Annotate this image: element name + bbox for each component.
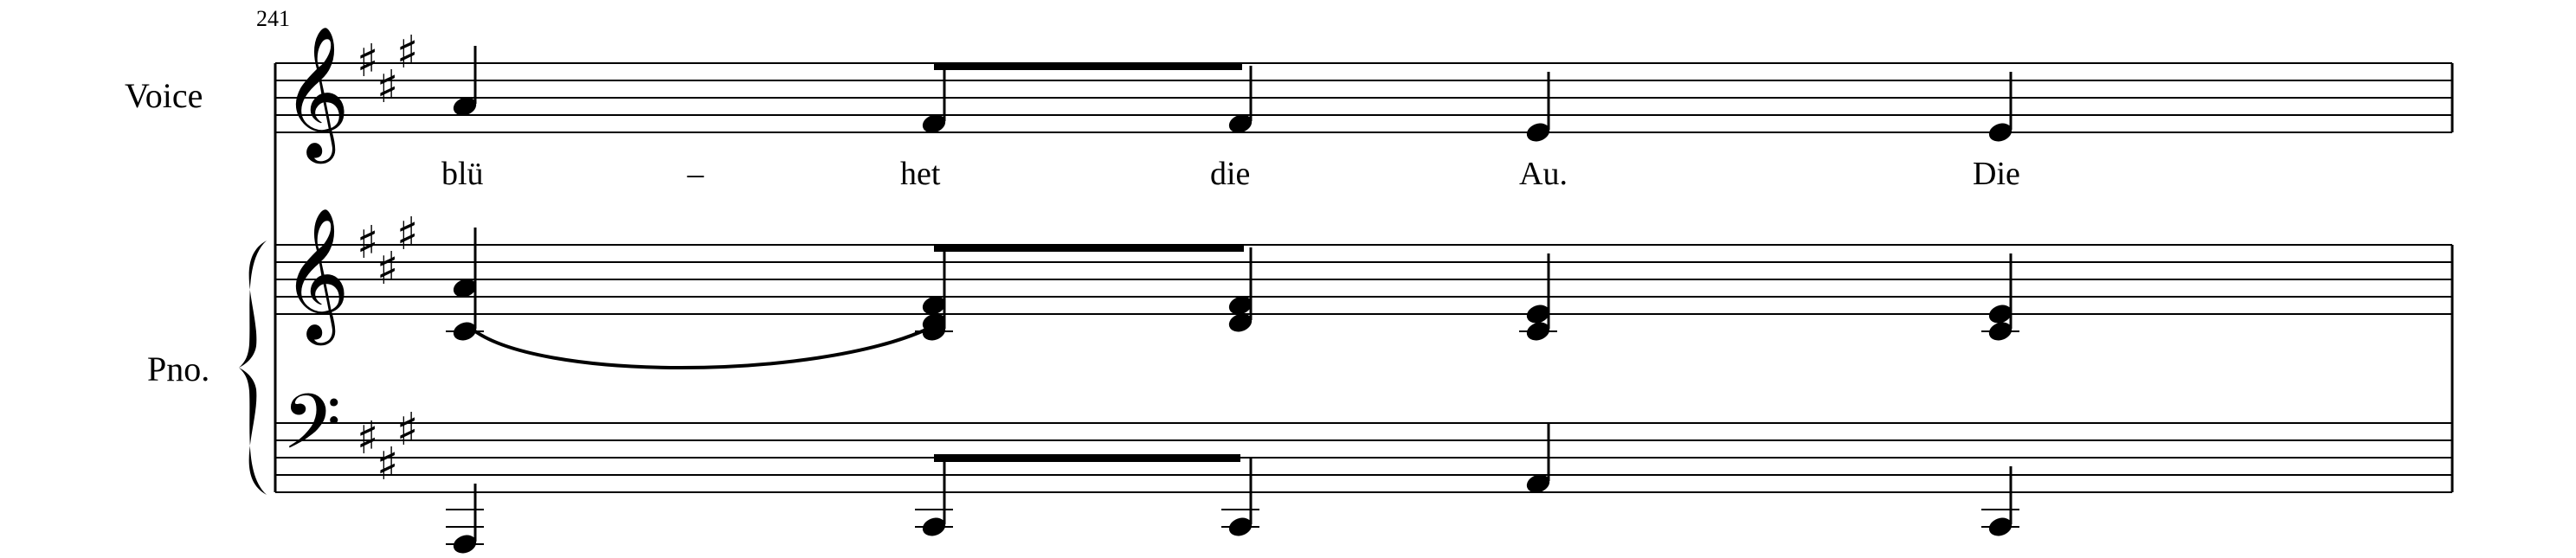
lyric-syllable: Die <box>1973 156 2020 192</box>
lyric-hyphen: – <box>687 156 704 192</box>
treble-clef-icon: 𝄞 <box>282 207 351 340</box>
treble-clef-icon: 𝄞 <box>282 25 351 158</box>
lyrics-line <box>441 156 2020 192</box>
sharp-icon: ♯ <box>396 404 419 456</box>
sharp-icon: ♯ <box>377 243 399 295</box>
lyric-syllable: Au. <box>1519 156 1568 192</box>
sharp-icon: ♯ <box>357 217 379 269</box>
piano-brace <box>239 241 267 495</box>
staff-lines <box>275 63 2452 492</box>
sharp-icon: ♯ <box>396 208 419 260</box>
sharp-icon: ♯ <box>396 27 419 79</box>
sharp-icon: ♯ <box>357 35 379 87</box>
piano-staff-label: Pno. <box>147 350 210 388</box>
lyric-syllable: die <box>1210 156 1251 192</box>
barlines <box>275 63 2452 492</box>
notes <box>446 46 2019 556</box>
voice-eighth-beam <box>934 62 1242 70</box>
measure-number: 241 <box>256 6 290 31</box>
voice-staff-label: Voice <box>125 76 203 115</box>
piano-upper-eighth-beam <box>934 244 1244 252</box>
bass-clef-icon: 𝄢 <box>282 378 342 484</box>
lyric-syllable: blü <box>441 156 484 192</box>
sharp-icon: ♯ <box>377 61 399 113</box>
sharp-icon: ♯ <box>357 413 379 465</box>
piano-lower-eighth-beam <box>934 454 1240 462</box>
sharp-icon: ♯ <box>377 439 399 491</box>
lyric-syllable: het <box>900 156 941 192</box>
key-signatures <box>357 27 418 491</box>
piano-tie-slur <box>472 329 928 368</box>
